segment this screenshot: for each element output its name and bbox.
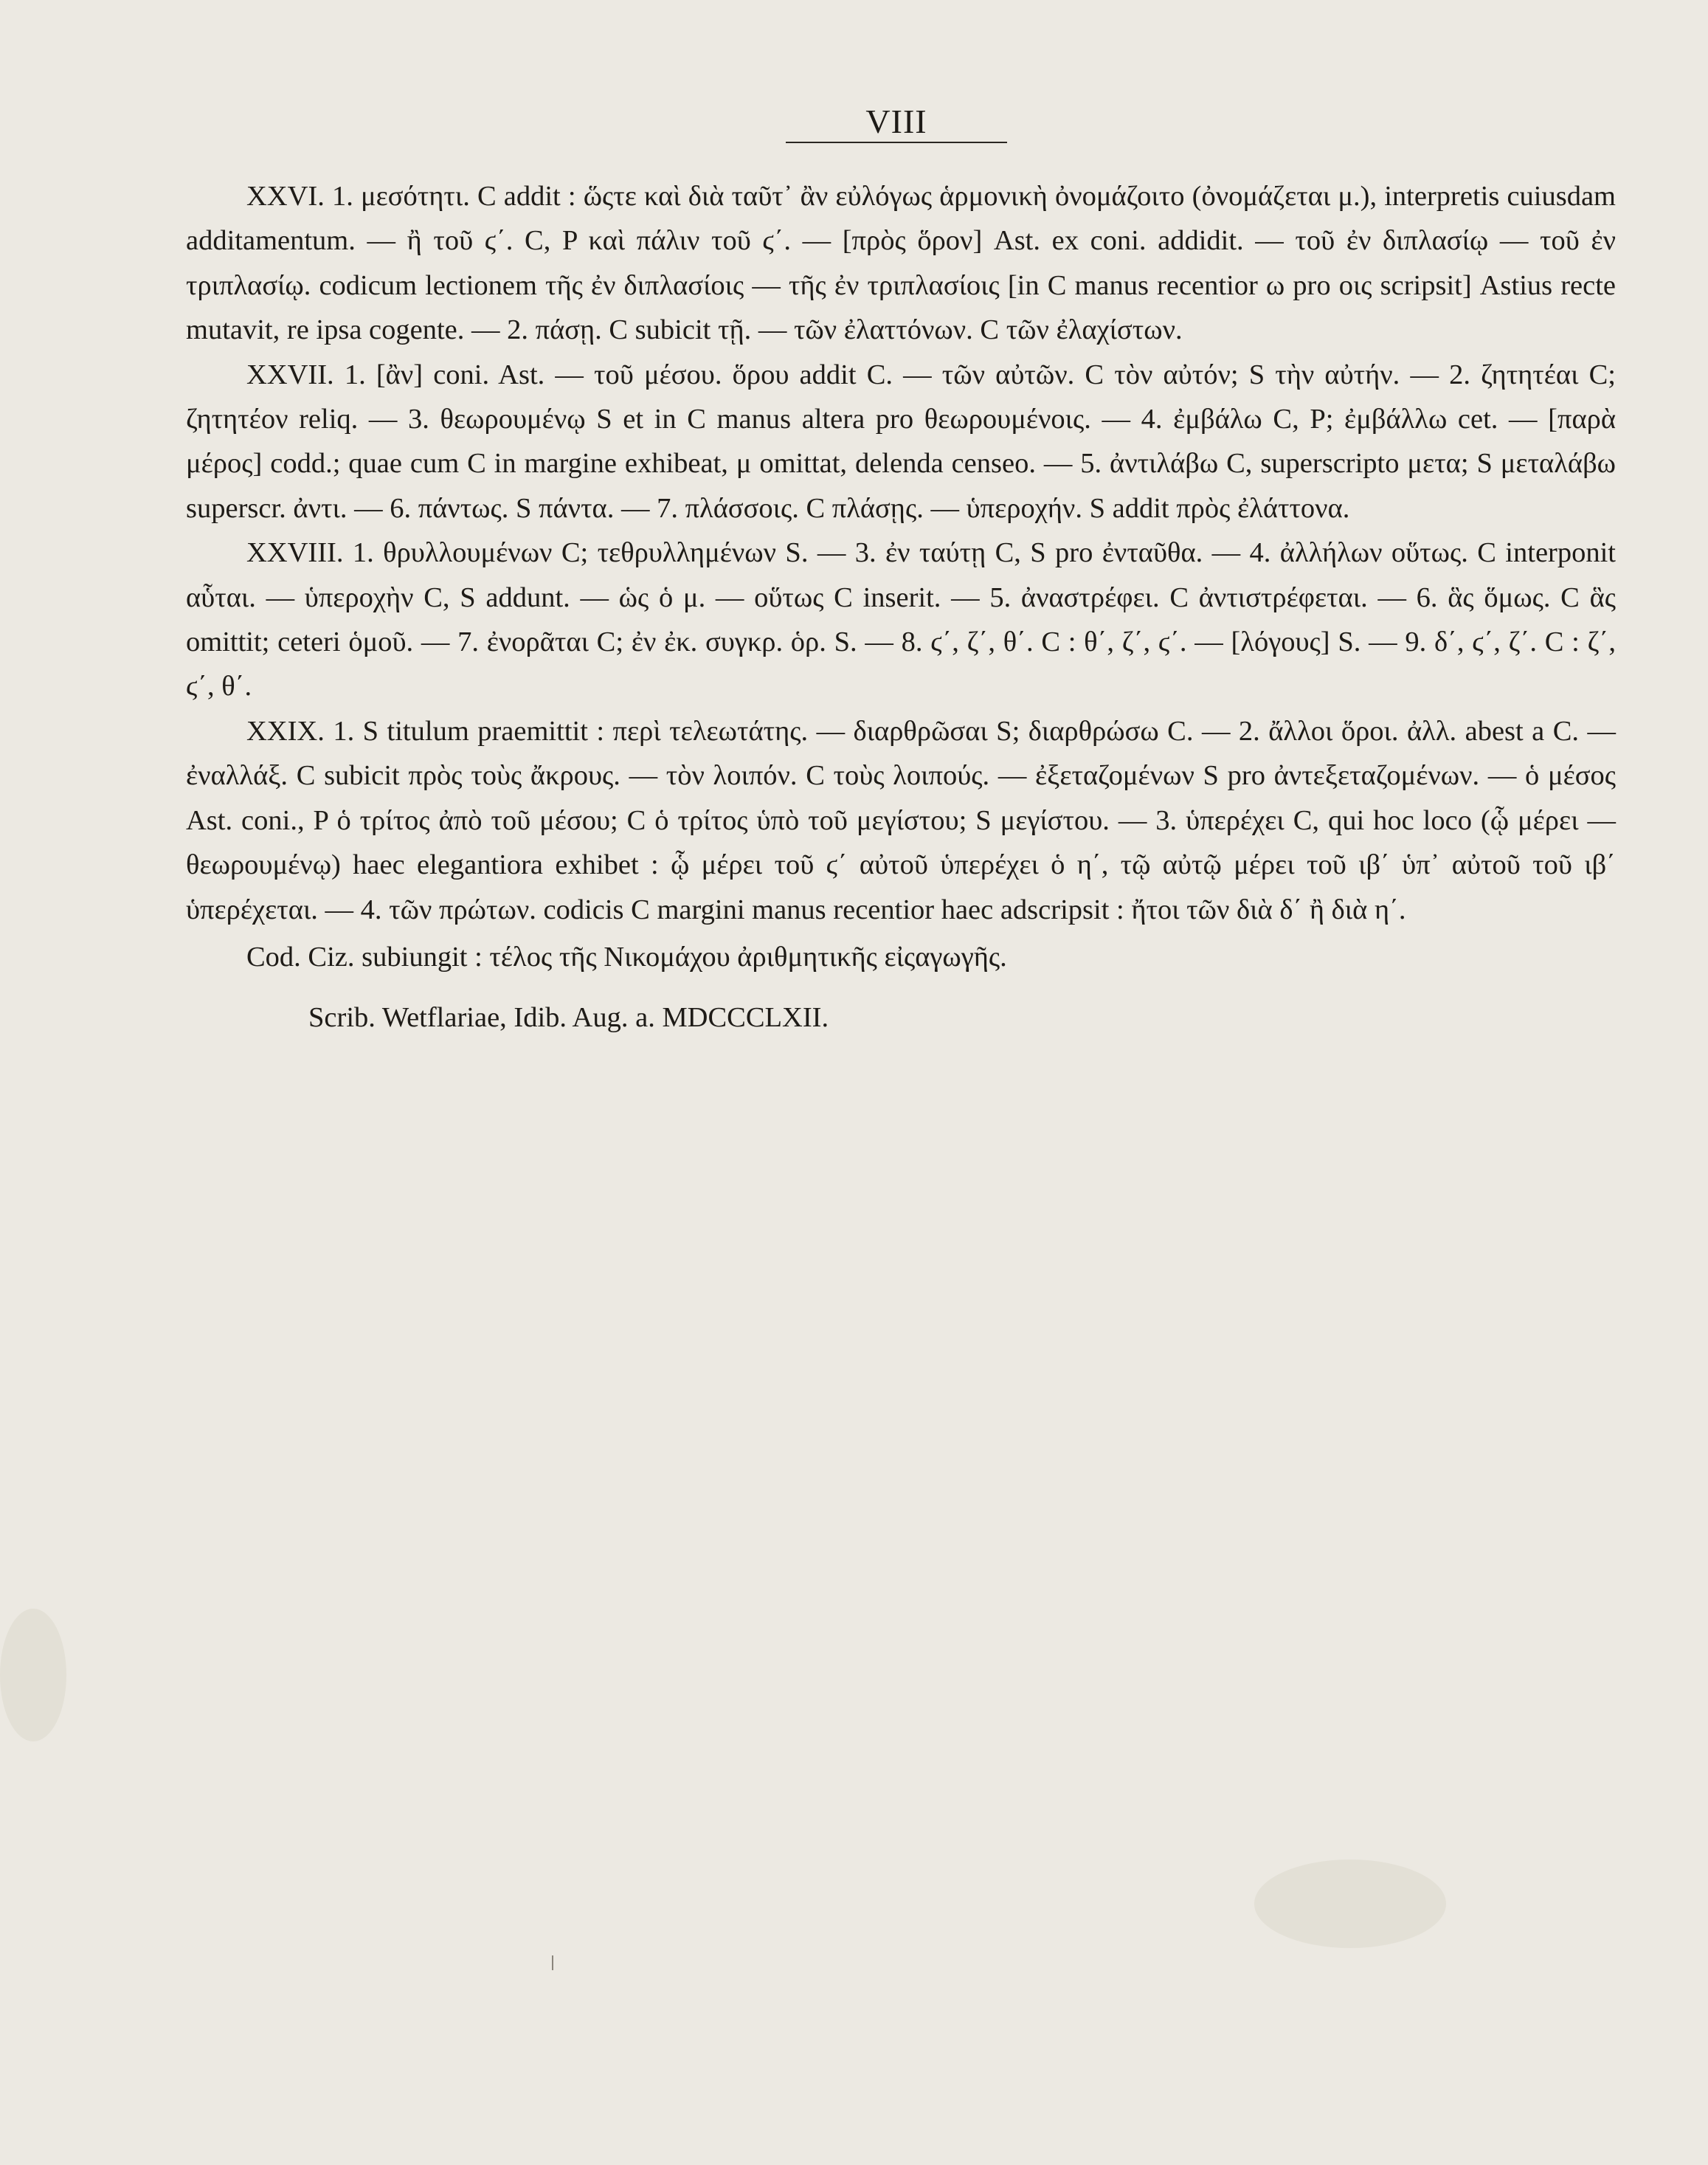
- page-number: VIII: [865, 103, 927, 140]
- note-chapter-xxvi: XXVI. 1. μεσότητι. C addit : ὥςτε καὶ διὰ ταῦτ᾽ ἂν εὐλόγως ἁρμονικὴ ὀνομάζοιτο (ὀνομάζεται μ.), interpretis cuiusdam additamentum. — ἢ τοῦ ϛ΄. C, P καὶ πάλιν τοῦ ϛ΄. — [πρὸς ὅρον] Ast. ex coni. addidit. — τοῦ ἐν διπλασίῳ — τοῦ ἐν τριπλασίῳ. codicum lectionem τῆς ἐν διπλασίοις — τῆς ἐν τριπλασίοις [in C manus recentior ω pro οις scripsit] Astius recte mutavit, re ipsa cogente. — 2. πάσῃ. C subicit τῇ. — τῶν ἐλαττόνων. C τῶν ἐλαχίστων.: [186, 181, 1616, 346]
- closing-note: Cod. Ciz. subiungit : τέλος τῆς Νικομάχου ἀριθμητικῆς εἰςαγωγῆς.: [246, 941, 1007, 973]
- critical-apparatus: [186, 174, 1616, 1040]
- note-chapter-xxviii: XXVIII. 1. θρυλλουμένων C; τεθρυλλημένων S. — 3. ἐν ταύτῃ C, S pro ἐνταῦθα. — 4. ἀλλήλων οὕτως. C interponit αὗται. — ὑπεροχὴν C, S addunt. — ὡς ὁ μ. — οὕτως C inserit. — 5. ἀναστρέφει. C ἀντιστρέφεται. — 6. ἃς ὅμως. C ἃς omittit; ceteri ὁμοῦ. — 7. ἐνορᾶται C; ἐν ἐκ. συγκρ. ὁρ. S. — 8. ϛ΄, ζ΄, θ΄. C : θ΄, ζ΄, ϛ΄. — [λόγους] S. — 9. δ΄, ϛ΄, ζ΄. C : ζ΄, ϛ΄, θ΄.: [186, 537, 1616, 702]
- paper-stain: [0, 1609, 66, 1741]
- note-chapter-xxix: XXIX. 1. S titulum praemittit : περὶ τελεωτάτης. — διαρθρῶσαι S; διαρθρώσω C. — 2. ἄλλοι ὅροι. ἀλλ. abest a C. — ἐναλλάξ. C subicit πρὸς τοὺς ἄκρους. — τὸν λοιπόν. C τοὺς λοιπούς. — ἐξεταζομένων S pro ἀντεξεταζομένων. — ὁ μέσος Ast. coni., P ὁ τρίτος ἀπὸ τοῦ μέσου; C ὁ τρίτος ὑπὸ τοῦ μεγίστου; S μεγίστου. — 3. ὑπερέχει C, qui hoc loco (ᾧ μέρει — θεωρουμένῳ) haec elegantiora exhibet : ᾧ μέρει τοῦ ϛ΄ αὐτοῦ ὑπερέχει ὁ η΄, τῷ αὐτῷ μέρει τοῦ ιβ΄ ὑπ᾽ αὐτοῦ τοῦ ιβ΄ ὑπερέχεται. — 4. τῶν πρώτων. codicis C margini manus recentior haec adscripsit : ἤτοι τῶν διὰ δ΄ ἢ διὰ η΄.: [186, 715, 1616, 925]
- note-chapter-xxvii: XXVII. 1. [ἂν] coni. Ast. — τοῦ μέσου. ὅρου addit C. — τῶν αὐτῶν. C τὸν αὐτόν; S τὴν αὐτήν. — 2. ζητητέαι C; ζητητέον reliq. — 3. θεωρουμένῳ S et in C manus altera pro θεωρουμένοις. — 4. ἐμβάλω C, P; ἐμβάλλω cet. — [παρὰ μέρος] codd.; quae cum C in margine exhibeat, μ omittat, delenda censeo. — 5. ἀντιλάβω C, superscripto μετα; S μεταλάβω superscr. ἀντι. — 6. πάντως. S πάντα. — 7. πλάσσοις. C πλάσῃς. — ὑπεροχήν. S addit πρὸς ἐλάττονα.: [186, 359, 1616, 524]
- stray-mark: [552, 1955, 553, 1970]
- signature-line: Scrib. Wetflariae, Idib. Aug. a. MDCCCLXII.: [308, 1002, 829, 1034]
- paper-stain: [1254, 1860, 1446, 1948]
- header-rule: [786, 142, 1007, 143]
